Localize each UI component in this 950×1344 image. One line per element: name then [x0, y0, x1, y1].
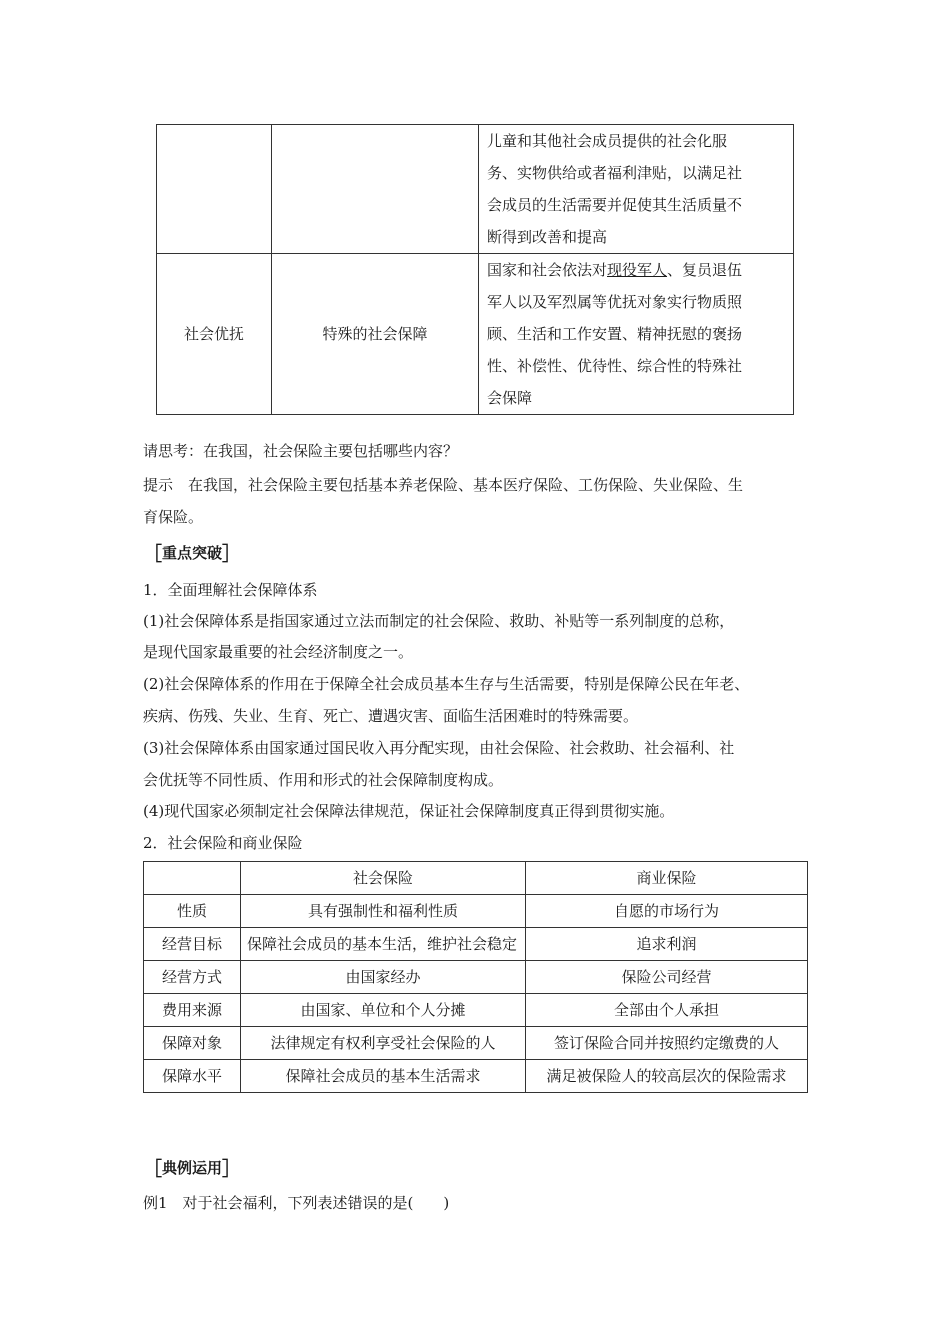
paragraph-line: (2)社会保障体系的作用在于保障全社会成员基本生存与生活需要，特别是保障公民在年老、 [143, 675, 750, 693]
table-cell: 满足被保险人的较高层次的保险需求 [526, 1060, 808, 1093]
section-title: 典例运用 [162, 1159, 223, 1177]
cell-line: 顾、生活和工作安置、精神抚慰的褒扬 [487, 325, 743, 343]
cell-line [487, 254, 785, 286]
bracket-right: ］ [222, 1158, 242, 1180]
table-cell [157, 125, 272, 254]
table-header-row [144, 862, 808, 895]
table-cell [479, 125, 794, 254]
table-cell: 保障社会成员的基本生活需求 [241, 1060, 526, 1093]
point-title: 1．全面理解社会保障体系 [143, 581, 318, 599]
table-row [144, 994, 808, 1027]
table-row [144, 961, 808, 994]
paragraph-line: (4)现代国家必须制定社会保障法律规范，保证社会保障制度真正得到贯彻实施。 [143, 802, 675, 820]
cell-line: 军人以及军烈属等优抚对象实行物质照 [487, 293, 743, 311]
table-cell: 自愿的市场行为 [526, 895, 808, 928]
paragraph-line: 会优抚等不同性质、作用和形式的社会保障制度构成。 [143, 771, 504, 789]
example-question: 例1 对于社会福利，下列表述错误的是( ) [143, 1194, 450, 1212]
table-row [157, 254, 794, 415]
table-cell: 法律规定有权利享受社会保险的人 [241, 1027, 526, 1060]
bracket-right: ］ [222, 543, 242, 565]
table-cell: 保险公司经营 [526, 961, 808, 994]
table-cell: 社会优抚 [157, 254, 272, 415]
cell-text: 、复员退伍 [667, 261, 743, 279]
table-row [144, 1027, 808, 1060]
cell-text: 国家和社会依法对 [487, 261, 608, 279]
header-cell: 社会保险 [241, 862, 526, 895]
paragraph-line: 是现代国家最重要的社会经济制度之一。 [143, 643, 414, 661]
row-label: 费用来源 [144, 994, 241, 1027]
hint-text: 育保险。 [143, 508, 204, 526]
header-cell: 商业保险 [526, 862, 808, 895]
row-label: 保障水平 [144, 1060, 241, 1093]
row-label: 经营方式 [144, 961, 241, 994]
cell-line: 会成员的生活需要并促使其生活质量不 [487, 196, 743, 214]
paragraph-line: (1)社会保障体系是指国家通过立法而制定的社会保险、救助、补贴等一系列制度的总称， [143, 612, 735, 630]
table-cell: 特殊的社会保障 [272, 254, 479, 415]
underlined-term: 现役军人 [607, 261, 668, 279]
cell-line: 儿童和其他社会成员提供的社会化服 [487, 132, 728, 150]
section-title: 重点突破 [162, 544, 223, 562]
cell-line: 会保障 [487, 389, 533, 407]
section-heading-key-points [143, 539, 241, 566]
table-cell: 具有强制性和福利性质 [241, 895, 526, 928]
table-cell: 由国家、单位和个人分摊 [241, 994, 526, 1027]
table-row [144, 895, 808, 928]
row-label: 经营目标 [144, 928, 241, 961]
table-cell: 签订保险合同并按照约定缴费的人 [526, 1027, 808, 1060]
table-row [144, 928, 808, 961]
table-cell: 保障社会成员的基本生活，维护社会稳定 [241, 928, 526, 961]
table-cell: 由国家经办 [241, 961, 526, 994]
social-security-table-continued [156, 124, 794, 415]
section-heading-examples [143, 1154, 241, 1181]
row-label: 保障对象 [144, 1027, 241, 1060]
header-cell [144, 862, 241, 895]
bracket-left: ［ [143, 543, 163, 565]
question-text: 请思考：在我国，社会保险主要包括哪些内容？ [143, 442, 459, 460]
point-title: 2．社会保险和商业保险 [143, 834, 303, 852]
insurance-comparison-table [143, 861, 808, 1093]
table-cell: 全部由个人承担 [526, 994, 808, 1027]
cell-line: 务、实物供给或者福利津贴，以满足社 [487, 164, 743, 182]
cell-line: 性、补偿性、优待性、综合性的特殊社 [487, 357, 743, 375]
paragraph-line: (3)社会保障体系由国家通过国民收入再分配实现，由社会保险、社会救助、社会福利、社 [143, 739, 735, 757]
table-cell [479, 254, 794, 415]
bracket-left: ［ [143, 1158, 163, 1180]
table-cell [272, 125, 479, 254]
table-row [144, 1060, 808, 1093]
hint-text: 提示 在我国，社会保险主要包括基本养老保险、基本医疗保险、工伤保险、失业保险、生 [143, 476, 744, 494]
table-row [157, 125, 794, 254]
row-label: 性质 [144, 895, 241, 928]
paragraph-line: 疾病、伤残、失业、生育、死亡、遭遇灾害、面临生活困难时的特殊需要。 [143, 707, 639, 725]
table-cell: 追求利润 [526, 928, 808, 961]
cell-line: 断得到改善和提高 [487, 228, 608, 246]
